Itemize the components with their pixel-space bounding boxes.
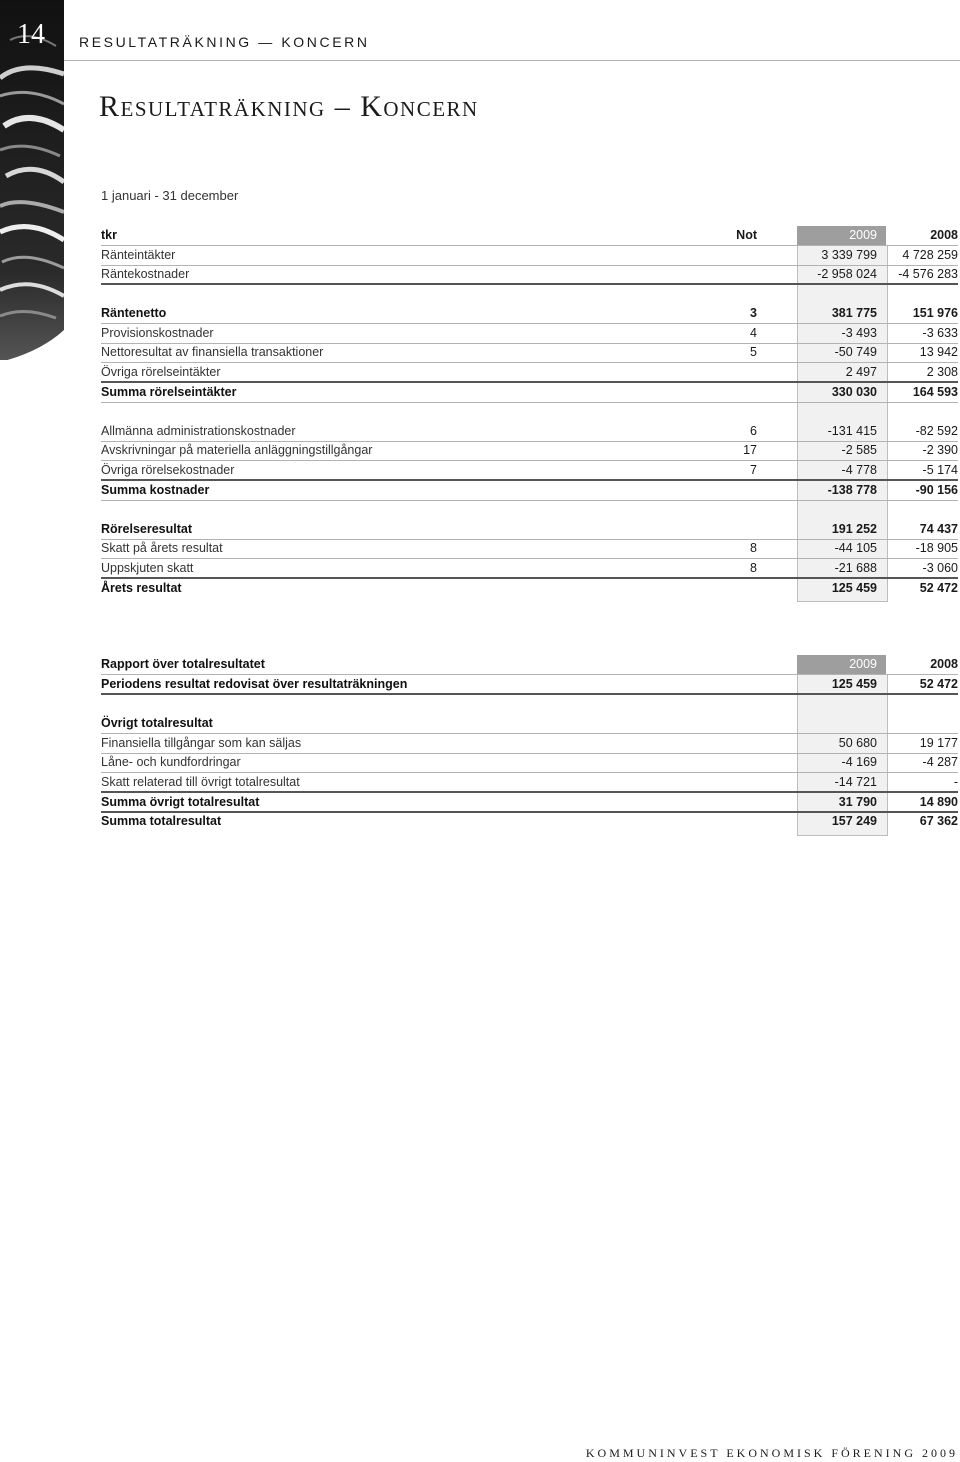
row-label: Ränteintäkter (101, 248, 176, 262)
row-label: Låne- och kundfordringar (101, 755, 241, 769)
row-value-2008: -82 592 (915, 424, 958, 438)
row-label: Övrigt totalresultat (101, 716, 213, 730)
table-row (101, 265, 958, 285)
row-label: Avskrivningar på materiella anläggningstillgångar (101, 443, 373, 457)
row-value-2009: -138 778 (827, 483, 877, 497)
section-title: Rapport över totalresultatet (101, 657, 265, 671)
row-note: 6 (750, 424, 757, 438)
page-title: Resultaträkning – Koncern (99, 90, 479, 123)
table-row (101, 324, 958, 344)
row-label: Summa rörelseintäkter (101, 385, 237, 399)
year-2009-header: 2009 (797, 226, 886, 245)
row-value-2008: 74 437 (919, 522, 958, 536)
row-label: Övriga rörelsekostnader (101, 463, 235, 477)
row-label: Rörelseresultat (101, 522, 193, 536)
row-value-2008: 67 362 (919, 814, 958, 828)
row-label: Skatt på årets resultat (101, 541, 223, 555)
row-value-2009: -131 415 (827, 424, 877, 438)
year-2008-header: 2008 (930, 657, 958, 671)
row-value-2009: 330 030 (831, 385, 877, 399)
table-row (101, 773, 958, 793)
row-value-2009: -50 749 (834, 345, 877, 359)
row-value-2009: 31 790 (838, 795, 877, 809)
row-value-2009: 125 459 (831, 581, 877, 595)
row-value-2009: 381 775 (831, 306, 877, 320)
row-value-2009: -4 778 (841, 463, 877, 477)
row-value-2008: 14 890 (919, 795, 958, 809)
row-label: Provisionskostnader (101, 326, 214, 340)
row-label: Nettoresultat av finansiella transaktioner (101, 345, 324, 359)
unit-label: tkr (101, 228, 117, 242)
table-row (101, 559, 958, 579)
table-row (101, 481, 958, 501)
table-row (101, 343, 958, 363)
running-header: RESULTATRÄKNING — KONCERN (79, 34, 370, 50)
row-value-2009: -21 688 (834, 561, 877, 575)
row-value-2009: -2 958 024 (817, 267, 877, 281)
row-value-2008: 4 728 259 (902, 248, 958, 262)
table-row (101, 539, 958, 559)
row-value-2008: 19 177 (919, 736, 958, 750)
row-note: 7 (750, 463, 757, 477)
table-row (101, 675, 958, 695)
table-row (101, 812, 958, 832)
page-number: 14 (17, 19, 45, 50)
table-row (101, 363, 958, 383)
table-row (101, 734, 958, 754)
row-value-2009: -44 105 (834, 541, 877, 555)
row-note: 8 (750, 541, 757, 555)
year-2008-header: 2008 (930, 228, 958, 242)
row-value-2008: -4 576 283 (898, 267, 958, 281)
row-value-2009: 3 339 799 (821, 248, 877, 262)
table-header-row (101, 655, 958, 675)
row-label: Övriga rörelseintäkter (101, 365, 221, 379)
row-value-2008: 164 593 (912, 385, 958, 399)
row-value-2009: 157 249 (831, 814, 877, 828)
row-label: Uppskjuten skatt (101, 561, 194, 575)
header-rule (64, 60, 960, 61)
table-row (101, 246, 958, 266)
row-value-2008: 52 472 (919, 677, 958, 691)
row-note: 5 (750, 345, 757, 359)
row-value-2008: -18 905 (915, 541, 958, 555)
row-value-2009: -4 169 (841, 755, 877, 769)
row-value-2009: 125 459 (831, 677, 877, 691)
row-value-2009: 191 252 (831, 522, 877, 536)
table-row (101, 383, 958, 403)
row-value-2008: -3 633 (922, 326, 958, 340)
year-2009-header: 2009 (797, 655, 886, 674)
row-label: Årets resultat (101, 581, 182, 595)
row-value-2008: - (953, 775, 958, 789)
row-label: Räntekostnader (101, 267, 190, 281)
row-value-2009: -14 721 (834, 775, 877, 789)
table-row (101, 422, 958, 442)
row-label: Finansiella tillgångar som kan säljas (101, 736, 302, 750)
table-row (101, 753, 958, 773)
row-value-2008: -90 156 (915, 483, 958, 497)
row-value-2008: 151 976 (912, 306, 958, 320)
row-label: Summa kostnader (101, 483, 210, 497)
row-label: Summa totalresultat (101, 814, 222, 828)
row-value-2008: 2 308 (926, 365, 958, 379)
row-value-2008: 13 942 (919, 345, 958, 359)
row-label: Periodens resultat redovisat över resultaträkningen (101, 677, 408, 691)
row-note: 17 (743, 443, 757, 457)
row-value-2009: 2 497 (845, 365, 877, 379)
row-label: Allmänna administrationskostnader (101, 424, 296, 438)
table-row (101, 304, 958, 324)
row-note: 4 (750, 326, 757, 340)
row-label: Summa övrigt totalresultat (101, 795, 260, 809)
row-value-2009: -2 585 (841, 443, 877, 457)
table-row (101, 579, 958, 599)
note-header: Not (736, 228, 757, 242)
row-label: Skatt relaterad till övrigt totalresultat (101, 775, 300, 789)
row-value-2008: -5 174 (922, 463, 958, 477)
row-value-2008: -3 060 (922, 561, 958, 575)
table-row (101, 714, 958, 734)
row-value-2009: 50 680 (838, 736, 877, 750)
table-row (101, 441, 958, 461)
table-header-row (101, 226, 958, 246)
table-row (101, 520, 958, 540)
row-value-2009: -3 493 (841, 326, 877, 340)
row-value-2008: -4 287 (922, 755, 958, 769)
row-value-2008: 52 472 (919, 581, 958, 595)
table-row (101, 461, 958, 481)
period-subtitle: 1 januari - 31 december (101, 188, 239, 203)
page-footer: KOMMUNINVEST EKONOMISK FÖRENING 2009 (585, 1446, 958, 1460)
table-row (101, 793, 958, 813)
row-note: 3 (750, 306, 757, 320)
row-note: 8 (750, 561, 757, 575)
row-value-2008: -2 390 (922, 443, 958, 457)
row-label: Räntenetto (101, 306, 167, 320)
